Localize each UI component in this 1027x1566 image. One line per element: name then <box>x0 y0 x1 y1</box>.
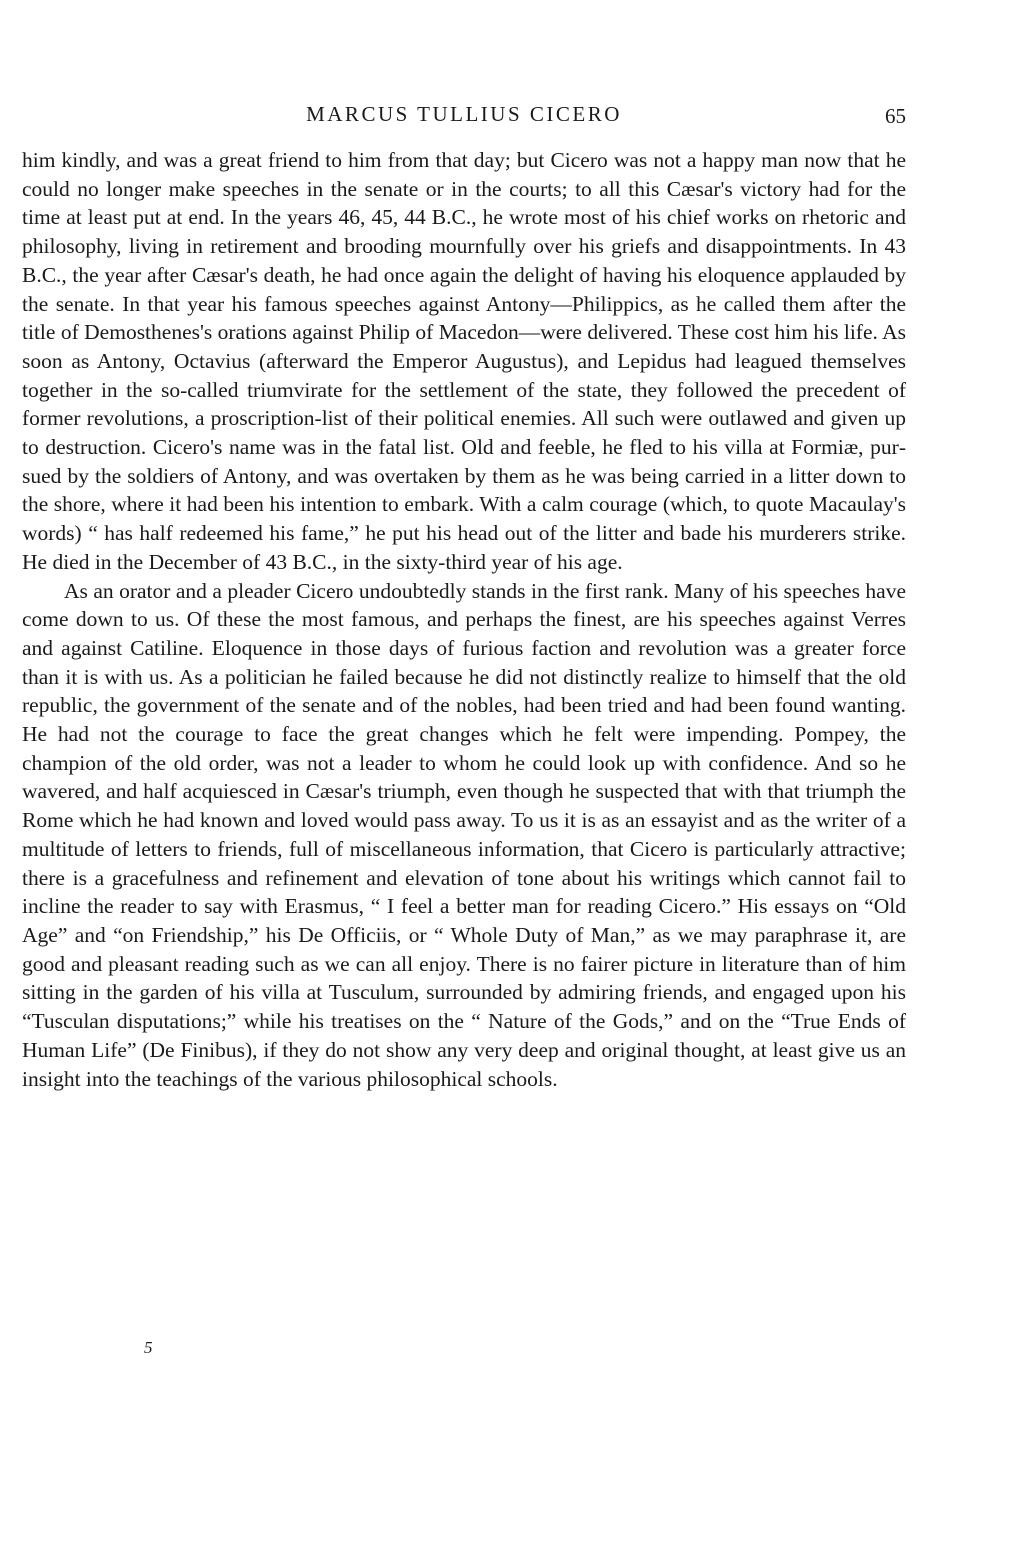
running-title: MARCUS TULLIUS CICERO <box>306 102 622 126</box>
paragraph-continued: him kindly, and was a great friend to him from that day; but Cicero was not a happy man now that he could no longer make speeches in the senate or in the courts; to all this Cæsar's victory had for the time at least put at end. In the years 46, 45, 44 B.C., he wrote most of his chief works on rhetoric and philosophy, living in retirement and brooding mournfully over his griefs and disappointments. In 43 B.C., the year after Cæsar's death, he had once again the delight of having his eloquence applauded by the senate. In that year his famous speeches against Antony—Philippics, as he called them after the title of Demosthenes's orations against Philip of Macedon—were delivered. These cost him his life. As soon as Antony, Octavius (afterward the Emperor Augustus), and Lepidus had leagued themselves together in the so-called triumvirate for the settlement of the state, they followed the precedent of former revolutions, a proscription-list of their political enemies. All such were outlawed and given up to destruction. Cicero's name was in the fatal list. Old and feeble, he fled to his villa at Formiæ, pursued by the soldiers of Antony, and was overtaken by them as he was being carried in a litter down to the shore, where it had been his intention to embark. With a calm courage (which, to quote Macaulay's words) “ has half redeemed his fame,” he put his head out of the litter and bade his murderers strike. He died in the December of 43 B.C., in the sixty-third year of his age. <box>22 148 906 574</box>
body-text <box>22 146 906 1093</box>
page-number: 65 <box>885 104 906 128</box>
signature-mark: 5 <box>144 1338 153 1357</box>
running-head <box>22 102 906 132</box>
paragraph-orator: As an orator and a pleader Cicero undoubtedly stands in the first rank. Many of his speeches have come down to us. Of these the most famous, and perhaps the finest, are his speeches against Verres and against Catiline. Eloquence in those days of furious faction and revolution was a greater force than it is with us. As a politician he failed because he did not distinctly realize to himself that the old republic, the government of the senate and of the nobles, had been tried and had been found wanting. He had not the courage to face the great changes which he felt were impending. Pompey, the champion of the old order, was not a leader to whom he could look up with confidence. And so he wavered, and half acquiesced in Cæsar's triumph, even though he suspected that with that triumph the Rome which he had known and loved would pass away. To us it is as an essayist and as the writer of a multitude of letters to friends, full of miscellaneous information, that Cicero is particularly attractive; there is a gracefulness and refinement and elevation of tone about his writings which cannot fail to incline the reader to say with Erasmus, “ I feel a better man for reading Cicero.” His essays on “Old Age” and “on Friendship,” his De Officiis, or “ Whole Duty of Man,” as we may paraphrase it, are good and pleasant reading such as we can all enjoy. There is no fairer picture in literature than of him sitting in the garden of his villa at Tusculum, surrounded by admiring friends, and engaged upon his “Tusculan disputations;” while his treatises on the “ Nature of the Gods,” and on the “True Ends of Human Life” (De Finibus), if they do not show any very deep and original thought, at least give us an insight into the teachings of the various philosophical schools. <box>22 578 906 1091</box>
